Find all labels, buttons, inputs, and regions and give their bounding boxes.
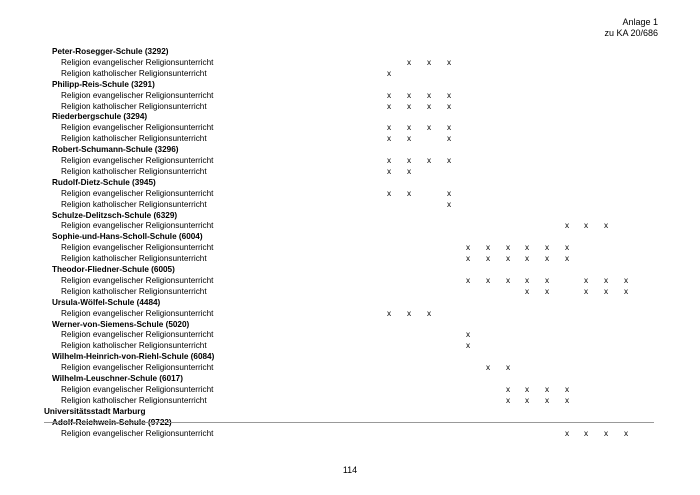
x-mark: x (465, 243, 471, 253)
x-mark: x (564, 243, 570, 253)
school-row (0, 231, 700, 242)
x-mark: x (406, 156, 412, 165)
course-label: Religion evangelischer Religionsunterricht (61, 156, 214, 165)
school-row (0, 46, 700, 57)
x-mark: x (406, 134, 412, 144)
page-header (604, 17, 658, 39)
x-mark: x (485, 243, 491, 253)
x-mark: x (426, 90, 432, 100)
x-mark: x (623, 286, 629, 296)
x-mark: x (583, 428, 589, 438)
course-row (0, 253, 700, 264)
x-mark: x (426, 57, 432, 67)
x-mark: x (524, 395, 530, 405)
x-mark: x (406, 57, 412, 67)
x-mark: x (406, 308, 412, 318)
course-row (0, 122, 700, 133)
school-label: Werner-von-Siemens-Schule (5020) (52, 319, 190, 329)
course-label: Religion katholischer Religionsunterricht (61, 134, 207, 144)
x-mark: x (505, 395, 511, 405)
x-mark: x (564, 384, 570, 394)
x-mark: x (446, 188, 452, 198)
school-label: Sophie-und-Hans-Scholl-Schule (6004) (52, 232, 203, 242)
school-label: Adolf-Reichwein-Schule (9722) (52, 417, 172, 427)
course-label: Religion evangelischer Religionsunterricht (61, 428, 214, 438)
x-mark: x (426, 156, 432, 165)
x-mark: x (603, 286, 609, 296)
x-mark: x (386, 188, 392, 198)
x-mark: x (485, 254, 491, 264)
course-row (0, 308, 700, 319)
x-mark: x (406, 123, 412, 133)
school-row (0, 319, 700, 330)
x-mark: x (446, 57, 452, 67)
school-row (0, 351, 700, 362)
header-line-2: zu KA 20/686 (604, 28, 658, 38)
course-row (0, 57, 700, 68)
header-line-1: Anlage 1 (622, 17, 658, 27)
school-label: Rudolf-Dietz-Schule (3945) (52, 177, 156, 187)
course-row (0, 362, 700, 373)
x-mark: x (386, 166, 392, 176)
x-mark: x (623, 275, 629, 285)
course-row (0, 329, 700, 340)
course-row (0, 133, 700, 144)
school-row (0, 297, 700, 308)
x-mark: x (583, 221, 589, 231)
x-mark: x (406, 90, 412, 100)
x-mark: x (583, 286, 589, 296)
course-row (0, 428, 700, 439)
course-row (0, 384, 700, 395)
course-row (0, 199, 700, 210)
x-mark: x (386, 123, 392, 133)
course-label: Religion evangelischer Religionsunterricht (61, 330, 214, 340)
course-row (0, 275, 700, 286)
x-mark: x (544, 243, 550, 253)
x-mark: x (465, 341, 471, 351)
x-mark: x (446, 123, 452, 133)
course-row (0, 166, 700, 177)
x-mark: x (544, 254, 550, 264)
x-mark: x (505, 275, 511, 285)
x-mark: x (485, 363, 491, 373)
school-label: Robert-Schumann-Schule (3296) (52, 145, 179, 155)
x-mark: x (386, 156, 392, 165)
x-mark: x (544, 395, 550, 405)
x-mark: x (446, 134, 452, 144)
x-mark: x (386, 90, 392, 100)
city-label: Universitätsstadt Marburg (44, 406, 146, 416)
course-row (0, 155, 700, 166)
course-label: Religion evangelischer Religionsunterricht (61, 243, 214, 253)
x-mark: x (446, 199, 452, 209)
x-mark: x (524, 243, 530, 253)
school-label: Ursula-Wölfel-Schule (4484) (52, 297, 161, 307)
x-mark: x (524, 254, 530, 264)
x-mark: x (524, 384, 530, 394)
course-label: Religion evangelischer Religionsunterricht (61, 308, 214, 318)
x-mark: x (426, 101, 432, 111)
x-mark: x (505, 363, 511, 373)
course-row (0, 395, 700, 406)
x-mark: x (564, 395, 570, 405)
x-mark: x (446, 156, 452, 165)
course-row (0, 340, 700, 351)
course-label: Religion katholischer Religionsunterricht (61, 286, 207, 296)
school-row (0, 177, 700, 188)
course-label: Religion katholischer Religionsunterricht (61, 101, 207, 111)
x-mark: x (465, 275, 471, 285)
x-mark: x (603, 221, 609, 231)
x-mark: x (426, 308, 432, 318)
course-label: Religion evangelischer Religionsunterricht (61, 275, 214, 285)
school-row (0, 111, 700, 122)
course-label: Religion katholischer Religionsunterricht (61, 254, 207, 264)
course-label: Religion katholischer Religionsunterricht (61, 199, 207, 209)
course-label: Religion evangelischer Religionsunterricht (61, 188, 214, 198)
x-mark: x (386, 308, 392, 318)
separator-line (44, 422, 654, 423)
school-row (0, 373, 700, 384)
page-number: 114 (342, 465, 358, 475)
course-label: Religion evangelischer Religionsunterricht (61, 123, 214, 133)
school-row (0, 264, 700, 275)
course-row (0, 242, 700, 253)
school-label: Wilhelm-Leuschner-Schule (6017) (52, 374, 183, 383)
course-label: Religion katholischer Religionsunterricht (61, 395, 207, 405)
x-mark: x (544, 275, 550, 285)
x-mark: x (544, 384, 550, 394)
school-label: Philipp-Reis-Schule (3291) (52, 79, 155, 89)
course-label: Religion evangelischer Religionsunterricht (61, 221, 214, 231)
x-mark: x (603, 428, 609, 438)
x-mark: x (505, 254, 511, 264)
x-mark: x (623, 428, 629, 438)
x-mark: x (406, 101, 412, 111)
city-row (0, 406, 700, 417)
x-mark: x (583, 275, 589, 285)
course-label: Religion evangelischer Religionsunterricht (61, 384, 214, 394)
school-label: Riederbergschule (3294) (52, 112, 148, 122)
x-mark: x (465, 254, 471, 264)
x-mark: x (386, 68, 392, 78)
x-mark: x (505, 384, 511, 394)
school-row (0, 79, 700, 90)
x-mark: x (446, 90, 452, 100)
x-mark: x (524, 286, 530, 296)
x-mark: x (564, 254, 570, 264)
course-label: Religion katholischer Religionsunterricht (61, 68, 207, 78)
school-label: Peter-Rosegger-Schule (3292) (52, 47, 169, 56)
x-mark: x (465, 330, 471, 340)
x-mark: x (386, 134, 392, 144)
x-mark: x (386, 101, 392, 111)
x-mark: x (544, 286, 550, 296)
course-label: Religion katholischer Religionsunterricht (61, 166, 207, 176)
course-row (0, 101, 700, 112)
x-mark: x (524, 275, 530, 285)
course-row (0, 220, 700, 231)
school-row (0, 210, 700, 221)
course-row (0, 188, 700, 199)
x-mark: x (485, 275, 491, 285)
course-label: Religion evangelischer Religionsunterricht (61, 90, 214, 100)
course-label: Religion evangelischer Religionsunterricht (61, 57, 214, 67)
x-mark: x (564, 221, 570, 231)
x-mark: x (603, 275, 609, 285)
x-mark: x (505, 243, 511, 253)
x-mark: x (564, 428, 570, 438)
x-mark: x (406, 166, 412, 176)
school-row (0, 144, 700, 155)
x-mark: x (406, 188, 412, 198)
course-label: Religion evangelischer Religionsunterricht (61, 363, 214, 373)
x-mark: x (446, 101, 452, 111)
course-row (0, 90, 700, 101)
course-row (0, 68, 700, 79)
school-label: Wilhelm-Heinrich-von-Riehl-Schule (6084) (52, 352, 215, 362)
school-label: Schulze-Delitzsch-Schule (6329) (52, 210, 178, 220)
course-row (0, 286, 700, 297)
course-label: Religion katholischer Religionsunterricht (61, 341, 207, 351)
school-label: Theodor-Fliedner-Schule (6005) (52, 265, 175, 274)
x-mark: x (426, 123, 432, 133)
